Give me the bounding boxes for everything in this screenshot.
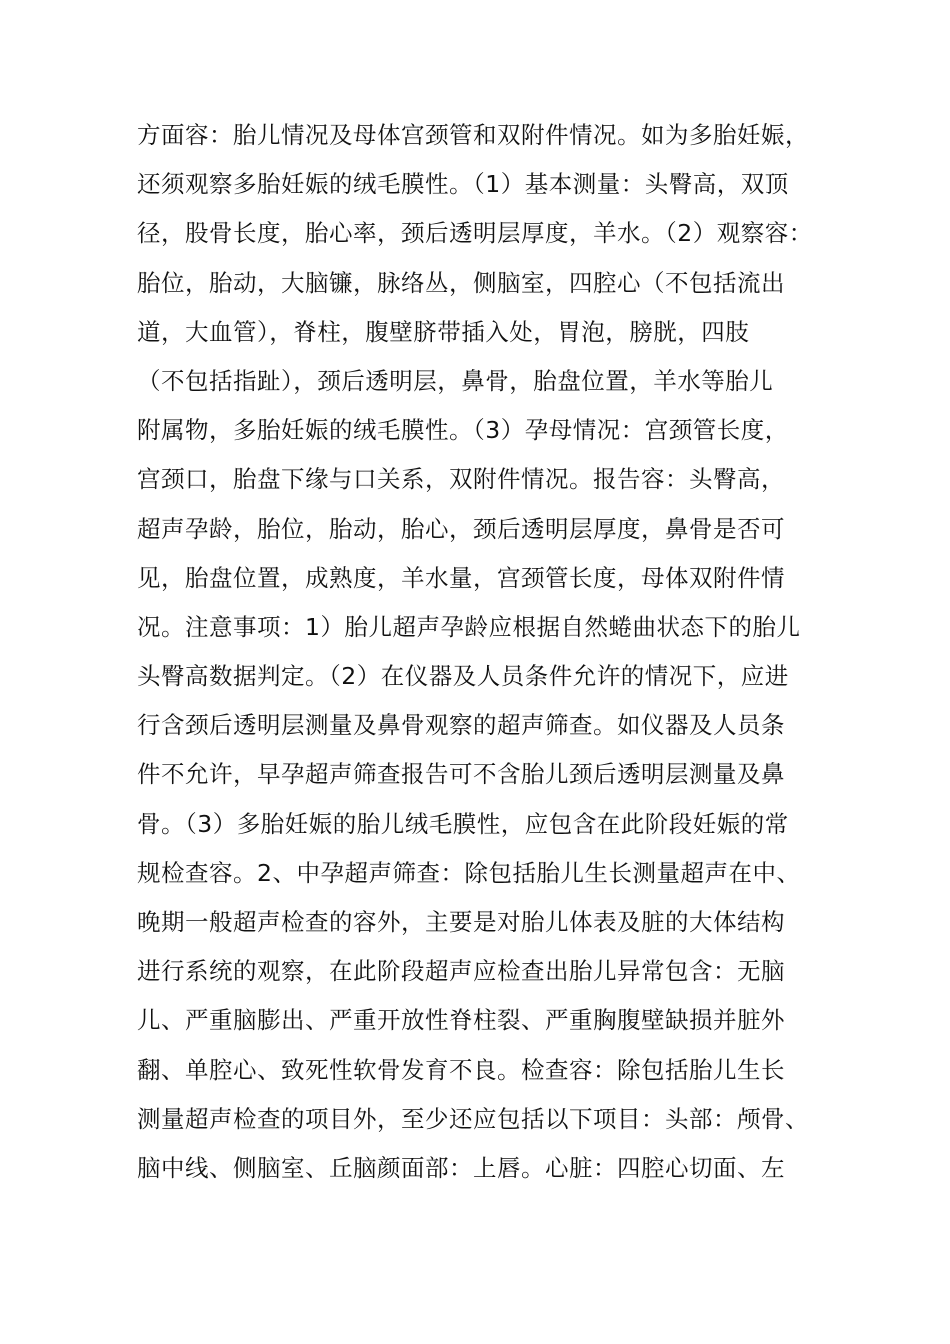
text-line: 行含颈后透明层测量及鼻骨观察的超声筛查。如仪器及人员条 [137, 711, 785, 740]
text-line: （不包括指趾），颈后透明层，鼻骨，胎盘位置，羊水等胎儿 [137, 366, 774, 395]
text-line: 翻、单腔心、致死性软骨发育不良。检查容：除包括胎儿生长 [137, 1055, 785, 1084]
text-line: 规检查容。2、中孕超声筛查：除包括胎儿生长测量超声在中、 [137, 858, 801, 887]
text-line: 件不允许，早孕超声筛查报告可不含胎儿颈后透明层测量及鼻 [137, 760, 785, 789]
text-line: 头臀高数据判定。（2）在仪器及人员条件允许的情况下，应进 [137, 662, 789, 691]
text-line: 儿、严重脑膨出、严重开放性脊柱裂、严重胸腹壁缺损并脏外 [137, 1006, 785, 1035]
text-line: 附属物，多胎妊娠的绒毛膜性。（3）孕母情况：宫颈管长度， [137, 416, 789, 445]
text-line: 况。注意事项：1）胎儿超声孕龄应根据自然蜷曲状态下的胎儿 [137, 612, 801, 641]
text-line: 测量超声检查的项目外，至少还应包括以下项目：头部：颅骨、 [137, 1104, 809, 1133]
text-line: 宫颈口，胎盘下缘与口关系，双附件情况。报告容：头臀高， [137, 465, 785, 494]
text-line: 径，股骨长度，胎心率，颈后透明层厚度，羊水。（2）观察容： [137, 219, 813, 248]
text-line: 道，大血管），脊柱，腹壁脐带插入处，胃泡，膀胱，四肢 [137, 317, 750, 346]
text-line: 见，胎盘位置，成熟度，羊水量，宫颈管长度，母体双附件情 [137, 563, 785, 592]
text-line: 胎位，胎动，大脑镰，脉络丛，侧脑室，四腔心（不包括流出 [137, 268, 785, 297]
text-line: 脑中线、侧脑室、丘脑颜面部：上唇。心脏：四腔心切面、左 [137, 1153, 785, 1182]
text-line: 骨。（3）多胎妊娠的胎儿绒毛膜性，应包含在此阶段妊娠的常 [137, 809, 789, 838]
text-line: 进行系统的观察，在此阶段超声应检查出胎儿异常包含：无脑 [137, 957, 785, 986]
text-line: 超声孕龄，胎位，胎动，胎心，颈后透明层厚度，鼻骨是否可 [137, 514, 785, 543]
text-line: 还须观察多胎妊娠的绒毛膜性。（1）基本测量：头臀高，双顶 [137, 170, 789, 199]
text-line: 方面容：胎儿情况及母体宫颈管和双附件情况。如为多胎妊娠， [137, 121, 809, 149]
body-text [137, 111, 837, 1193]
text-line: 晚期一般超声检查的容外，主要是对胎儿体表及脏的大体结构 [137, 908, 785, 936]
